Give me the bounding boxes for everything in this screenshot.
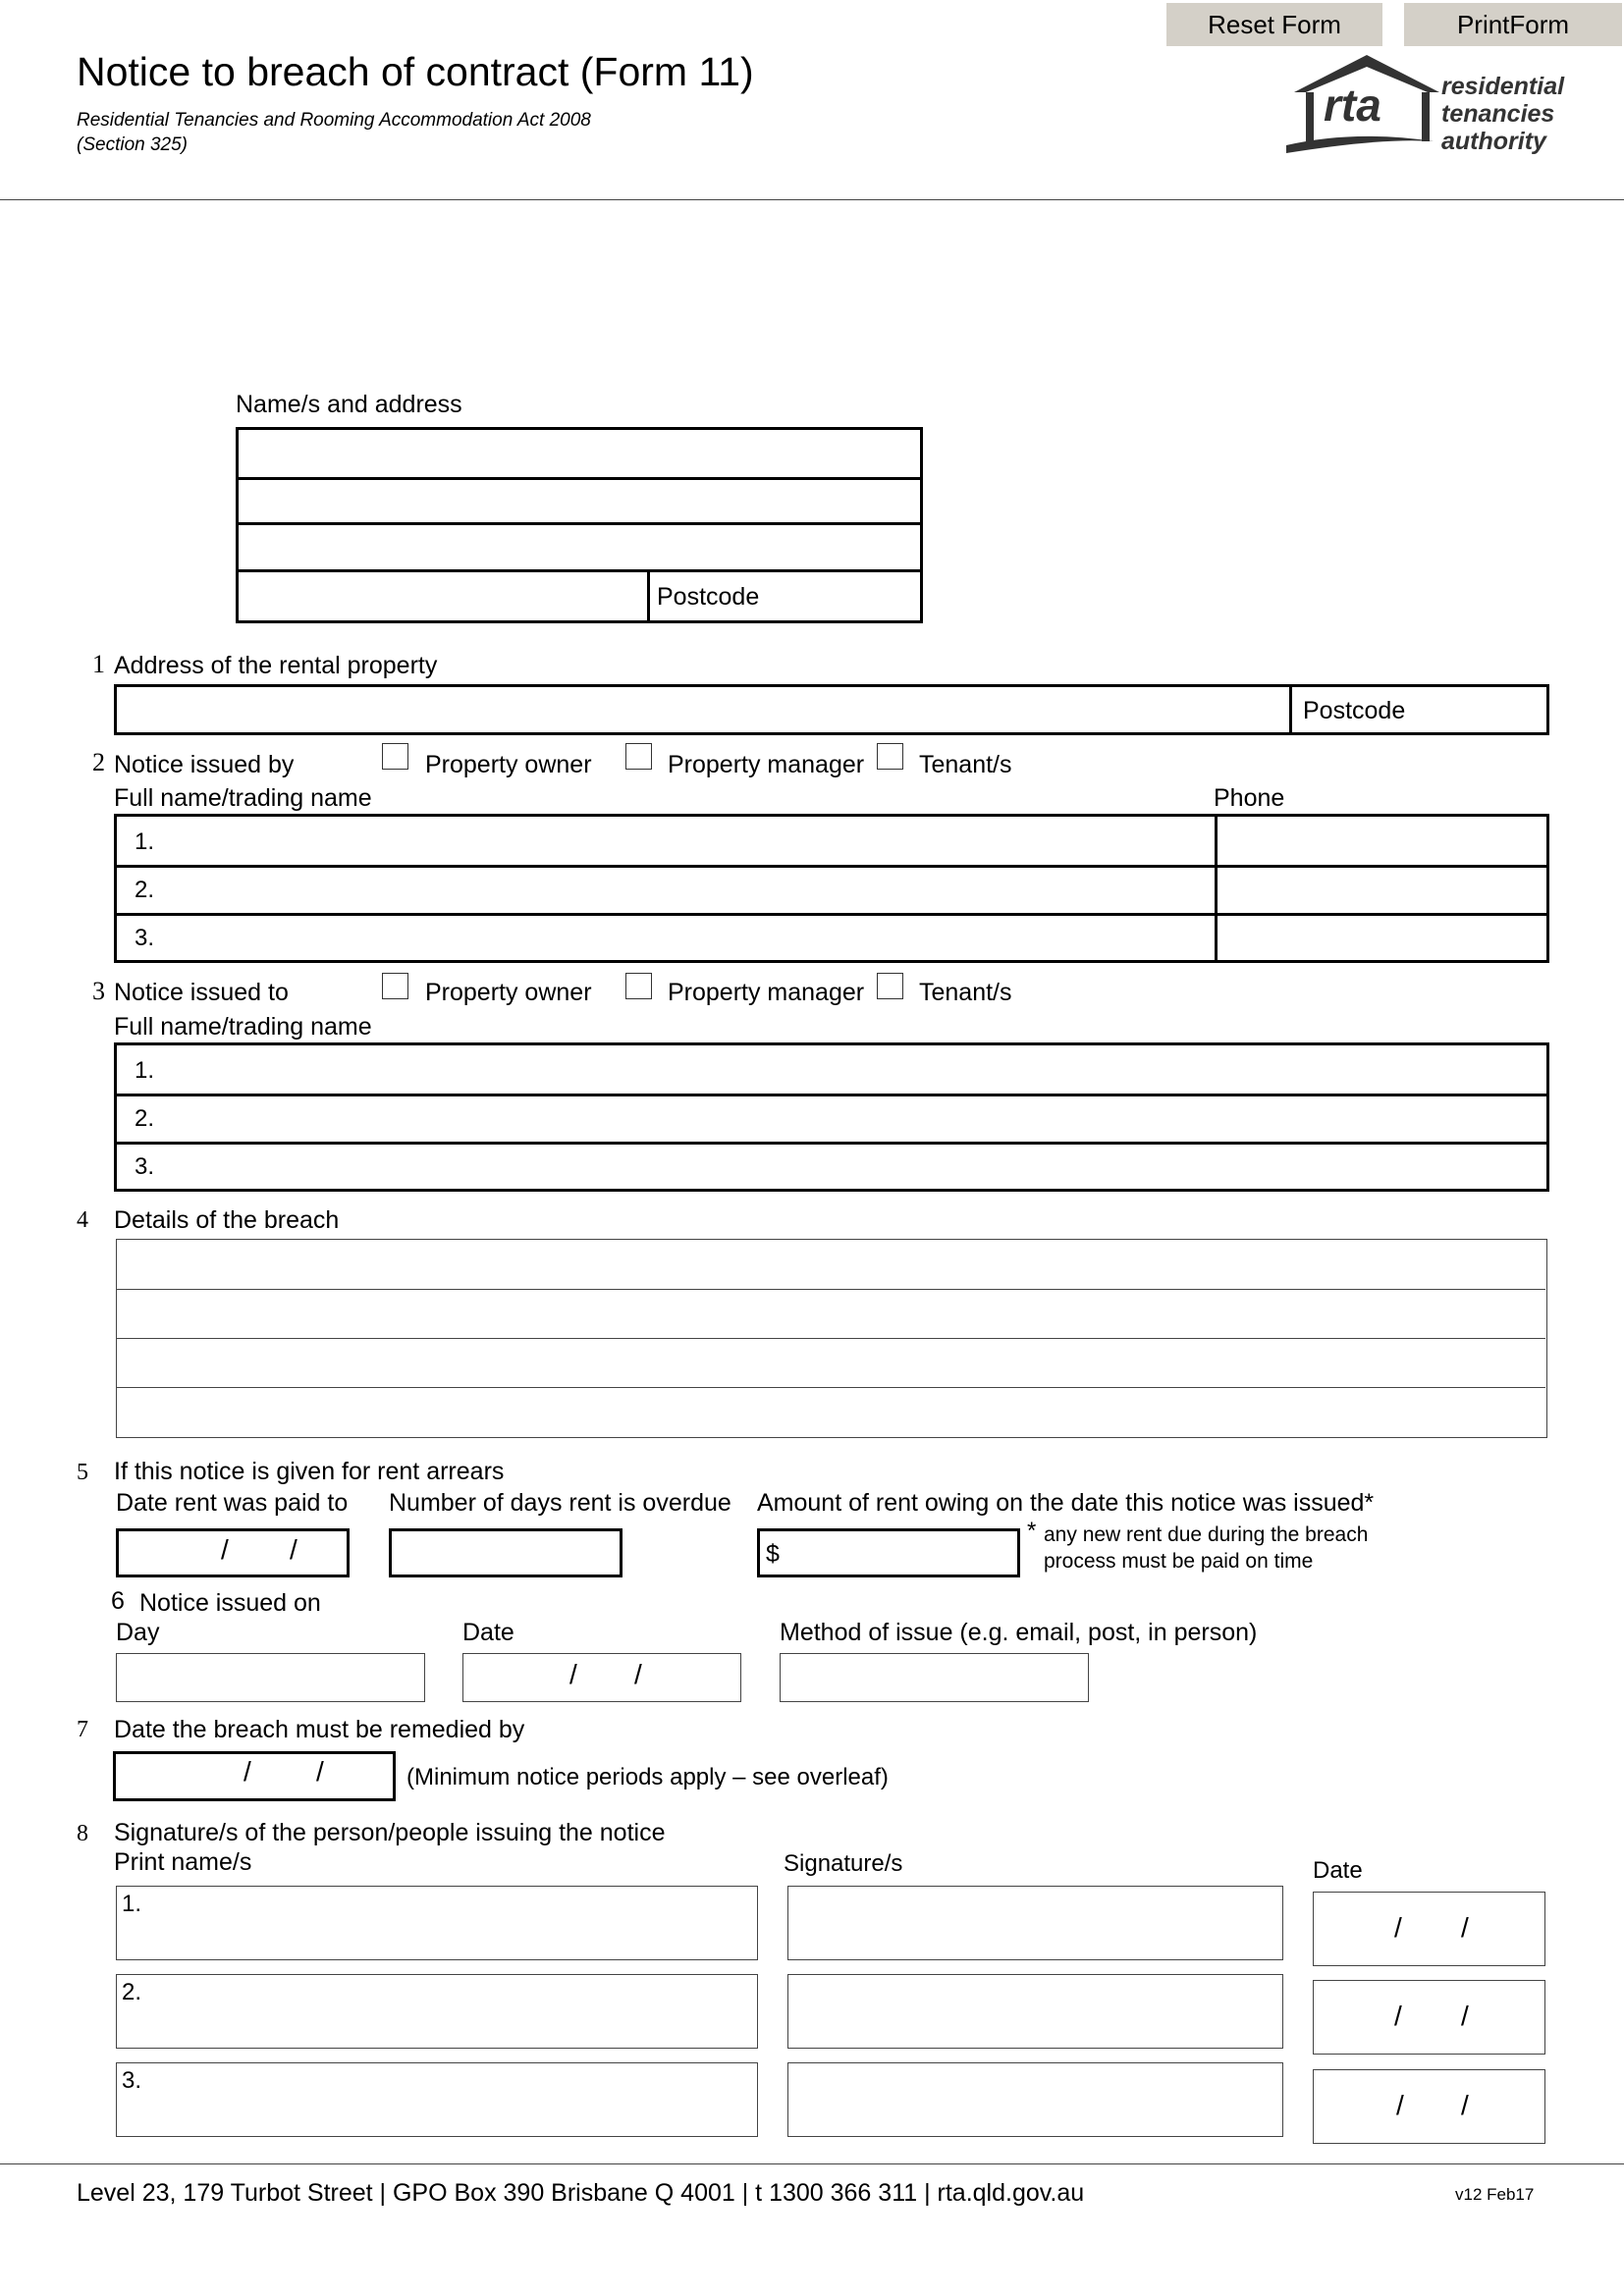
issued-by-name-3[interactable] [176,915,1213,960]
sign-date-input-3[interactable] [1313,2069,1545,2144]
row-number: 2. [135,877,155,903]
footer-contact: Level 23, 179 Turbot Street | GPO Box 390 Brisbane Q 4001 | t 1300 366 311 | rta.qld.gov.au [77,2179,1085,2207]
breach-details-box [116,1239,1547,1438]
date-label: Date [462,1619,514,1646]
org-line-2: tenancies [1441,100,1555,128]
issued-to-tenant-checkbox[interactable] [877,973,903,999]
print-name-input-2[interactable] [116,1974,758,2049]
issued-by-owner-checkbox[interactable] [382,743,408,770]
issued-to-label: Notice issued to [114,979,289,1006]
method-label: Method of issue (e.g. email, post, in person) [780,1619,1258,1646]
issued-by-phone-1[interactable] [1218,817,1546,864]
row-number: 2. [122,1979,142,2005]
divider [647,569,650,620]
date-separator: / [1394,2001,1402,2031]
amount-owing-label: Amount of rent owing on the date this notice was issued* [757,1489,1375,1517]
header-divider [0,199,1624,200]
option-label: Property owner [425,979,592,1006]
issued-by-label: Notice issued by [114,751,295,778]
print-name-input-3[interactable] [116,2062,758,2137]
page-title: Notice to breach of contract (Form 11) [77,49,754,94]
row-number: 1. [135,1057,155,1084]
rental-postcode-label: Postcode [1303,697,1406,724]
reset-form-button[interactable]: Reset Form [1166,3,1382,46]
rent-arrears-label: If this notice is given for rent arrears [114,1458,505,1485]
form-version: v12 Feb17 [1455,2185,1535,2204]
row-number: 2. [135,1105,155,1132]
date-separator: / [1461,2090,1469,2120]
issued-to-name-3[interactable] [176,1144,1541,1189]
recipient-address-box [236,427,923,623]
days-overdue-input[interactable] [389,1528,623,1577]
date-separator: / [221,1534,229,1565]
print-name-label: Print name/s [114,1848,252,1876]
rental-address-label: Address of the rental property [114,652,438,679]
breach-line-4[interactable] [117,1388,1545,1436]
full-name-label: Full name/trading name [114,784,372,812]
recipient-label: Name/s and address [236,391,462,418]
breach-details-label: Details of the breach [114,1206,340,1234]
signatures-label: Signature/s of the person/people issuing the notice [114,1819,666,1846]
issued-by-name-2[interactable] [176,867,1213,912]
org-line-1: residential [1441,73,1565,100]
option-label: Property owner [425,751,592,778]
issued-by-phone-2[interactable] [1218,867,1546,912]
print-form-button[interactable]: PrintForm [1404,3,1622,46]
org-name [1441,73,1564,155]
issued-to-name-2[interactable] [176,1095,1541,1141]
recipient-line-4[interactable] [239,572,647,620]
section-ref: (Section 325) [77,134,189,155]
section-number: 3 [92,977,105,1005]
section-number: 2 [92,748,105,776]
notice-issued-on-label: Notice issued on [139,1589,321,1617]
phone-label: Phone [1214,784,1285,812]
date-rent-paid-label: Date rent was paid to [116,1489,349,1517]
row-number: 1. [122,1891,142,1917]
rental-address-box [114,684,1549,735]
remedy-date-label: Date the breach must be remedied by [114,1716,525,1743]
section-number: 5 [77,1460,88,1485]
notice-period-note: (Minimum notice periods apply – see overleaf) [406,1764,889,1790]
day-label: Day [116,1619,160,1646]
date-rent-paid-input[interactable] [116,1528,350,1577]
breach-line-1[interactable] [117,1240,1545,1288]
act-name: Residential Tenancies and Rooming Accommodation Act 2008 [77,110,591,131]
date-separator: / [1396,2090,1404,2120]
signature-input-3[interactable] [787,2062,1283,2137]
recipient-line-2[interactable] [239,480,920,522]
issued-by-phone-3[interactable] [1218,915,1546,960]
issued-by-tenant-checkbox[interactable] [877,743,903,770]
issued-by-name-1[interactable] [176,817,1213,864]
row-number: 3. [135,1153,155,1180]
section-number: 8 [77,1821,88,1846]
row-number: 3. [135,925,155,951]
option-label: Property manager [668,751,865,778]
days-overdue-label: Number of days rent is overdue [389,1489,731,1517]
row-number: 1. [135,828,155,855]
recipient-line-1[interactable] [239,430,920,477]
option-label: Tenant/s [919,979,1012,1006]
date-separator: / [1461,1912,1469,1943]
issued-by-table [114,814,1549,963]
section-number: 4 [77,1207,88,1233]
amount-owing-input[interactable] [757,1528,1020,1577]
footer-divider [0,2163,1624,2164]
issue-day-input[interactable] [116,1653,425,1702]
print-name-input-1[interactable] [116,1886,758,1960]
date-separator: / [316,1756,324,1787]
row-number: 3. [122,2067,142,2094]
signature-input-2[interactable] [787,1974,1283,2049]
currency-symbol: $ [766,1540,780,1568]
sign-date-label: Date [1313,1857,1363,1884]
issue-method-input[interactable] [780,1653,1089,1702]
recipient-postcode-label: Postcode [657,583,760,611]
divider [1289,687,1292,732]
section-number: 1 [92,650,105,678]
sign-date-input-1[interactable] [1313,1892,1545,1966]
section-number: 6 [111,1587,125,1615]
signature-label: Signature/s [784,1850,903,1877]
issued-by-manager-checkbox[interactable] [625,743,652,770]
rent-note-line-2: process must be paid on time [1044,1550,1314,1573]
date-separator: / [634,1659,642,1689]
remedy-date-input[interactable] [113,1751,396,1801]
date-separator: / [569,1659,577,1689]
rta-logo [1286,51,1453,159]
full-name-label: Full name/trading name [114,1013,372,1041]
section-number: 7 [77,1717,88,1742]
option-label: Tenant/s [919,751,1012,778]
signature-input-1[interactable] [787,1886,1283,1960]
date-separator: / [1394,1912,1402,1943]
rent-note-line-1: any new rent due during the breach [1044,1523,1369,1546]
issued-to-table [114,1042,1549,1192]
issued-to-manager-checkbox[interactable] [625,973,652,999]
logo-text: rta [1324,80,1381,131]
asterisk: * [1027,1518,1037,1544]
breach-line-2[interactable] [117,1290,1545,1338]
org-line-3: authority [1441,128,1546,155]
breach-line-3[interactable] [117,1339,1545,1387]
issue-date-input[interactable] [462,1653,741,1702]
date-separator: / [244,1756,251,1787]
sign-date-input-2[interactable] [1313,1980,1545,2055]
date-separator: / [1461,2001,1469,2031]
issued-to-owner-checkbox[interactable] [382,973,408,999]
option-label: Property manager [668,979,865,1006]
recipient-line-3[interactable] [239,525,920,567]
issued-to-name-1[interactable] [176,1045,1541,1093]
rental-address-input[interactable] [117,687,1289,732]
date-separator: / [290,1534,298,1565]
